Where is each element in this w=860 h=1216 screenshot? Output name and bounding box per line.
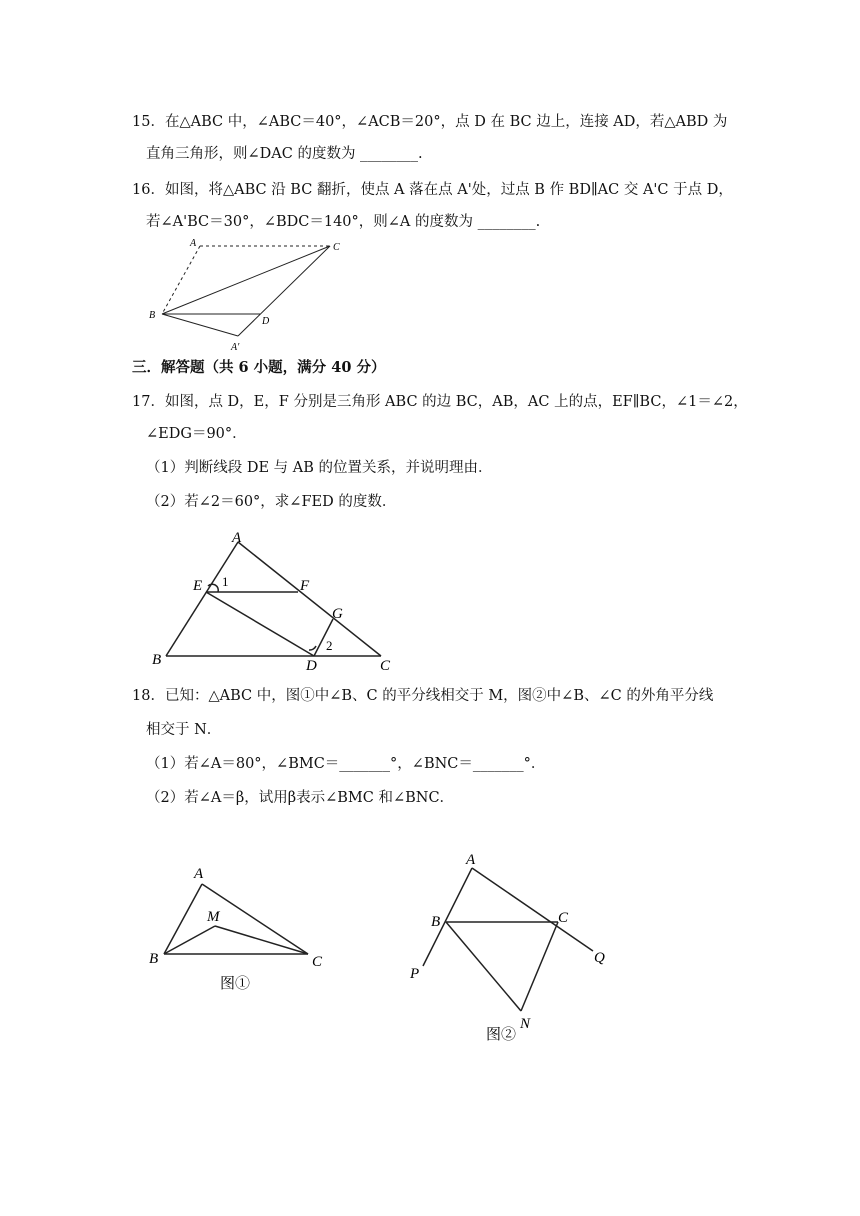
q18-fig2-label-C: C	[558, 910, 569, 926]
q17-line1: 17．如图，点 D，E，F 分别是三角形 ABC 的边 BC，AB，AC 上的点，EF∥BC，∠1＝∠2，	[132, 394, 748, 410]
q18-part1: （1）若∠A＝80°，∠BMC＝_______°，∠BNC＝_______°．	[146, 756, 546, 772]
q15-line2: 直角三角形，则∠DAC 的度数为 ________.	[146, 146, 423, 162]
q18-fig2-label-A: A	[466, 852, 476, 868]
q17-label-C: C	[380, 658, 391, 674]
q18-fig1-label-A: A	[194, 866, 204, 882]
q16-label-A-prime: A′	[231, 342, 240, 353]
q18-fig2-label-N: N	[520, 1016, 531, 1032]
q17-line2: ∠EDG＝90°．	[146, 426, 247, 442]
q17-label-E: E	[193, 578, 203, 594]
q18-part2: （2）若∠A＝β，试用β表示∠BMC 和∠BNC．	[146, 790, 455, 806]
q18-fig2-caption: 图②	[486, 1027, 517, 1043]
q18-fig1-caption: 图①	[220, 976, 251, 992]
q17-label-A: A	[232, 530, 242, 546]
q18-line1: 18．已知：△ABC 中，图①中∠B、C 的平分线相交于 M，图②中∠B、∠C 的外角平分线	[132, 688, 714, 704]
q18-figure1	[140, 856, 340, 996]
q17-angle-1: 1	[222, 574, 229, 589]
q17-label-D: D	[306, 658, 317, 674]
q16-figure	[140, 236, 360, 356]
q18-fig2-label-Q: Q	[594, 950, 605, 966]
q16-label-C: C	[333, 242, 340, 253]
q15-line1: 15．在△ABC 中，∠ABC＝40°，∠ACB＝20°，点 D 在 BC 边上，连接 AD，若△ABD 为	[132, 114, 728, 130]
q18-fig2-label-B: B	[431, 914, 441, 930]
q18-fig1-label-C: C	[312, 954, 323, 970]
q17-part2: （2）若∠2＝60°，求∠FED 的度数．	[146, 494, 397, 510]
q17-part1: （1）判断线段 DE 与 AB 的位置关系，并说明理由．	[146, 460, 493, 476]
q17-label-F: F	[300, 578, 310, 594]
section3-title: 三．解答题（共 6 小题，满分 40 分）	[132, 359, 386, 376]
q16-label-B: B	[149, 310, 156, 321]
q18-line2: 相交于 N．	[146, 722, 222, 738]
q17-label-G: G	[332, 606, 343, 622]
q18-fig1-label-M: M	[207, 909, 220, 925]
q16-label-D: D	[262, 316, 270, 327]
q17-label-B: B	[152, 652, 162, 668]
q16-label-A: A	[190, 238, 197, 249]
q17-angle-2: 2	[326, 638, 333, 653]
q16-line1: 16．如图，将△ABC 沿 BC 翻折，使点 A 落在点 A'处，过点 B 作 BD∥AC 交 A'C 于点 D，	[132, 182, 733, 198]
q18-figure2	[400, 846, 640, 1046]
q17-figure	[146, 526, 406, 676]
q18-fig2-label-P: P	[410, 966, 420, 982]
q18-fig1-label-B: B	[149, 951, 159, 967]
q16-line2: 若∠A'BC＝30°，∠BDC＝140°，则∠A 的度数为 ________.	[146, 214, 541, 230]
